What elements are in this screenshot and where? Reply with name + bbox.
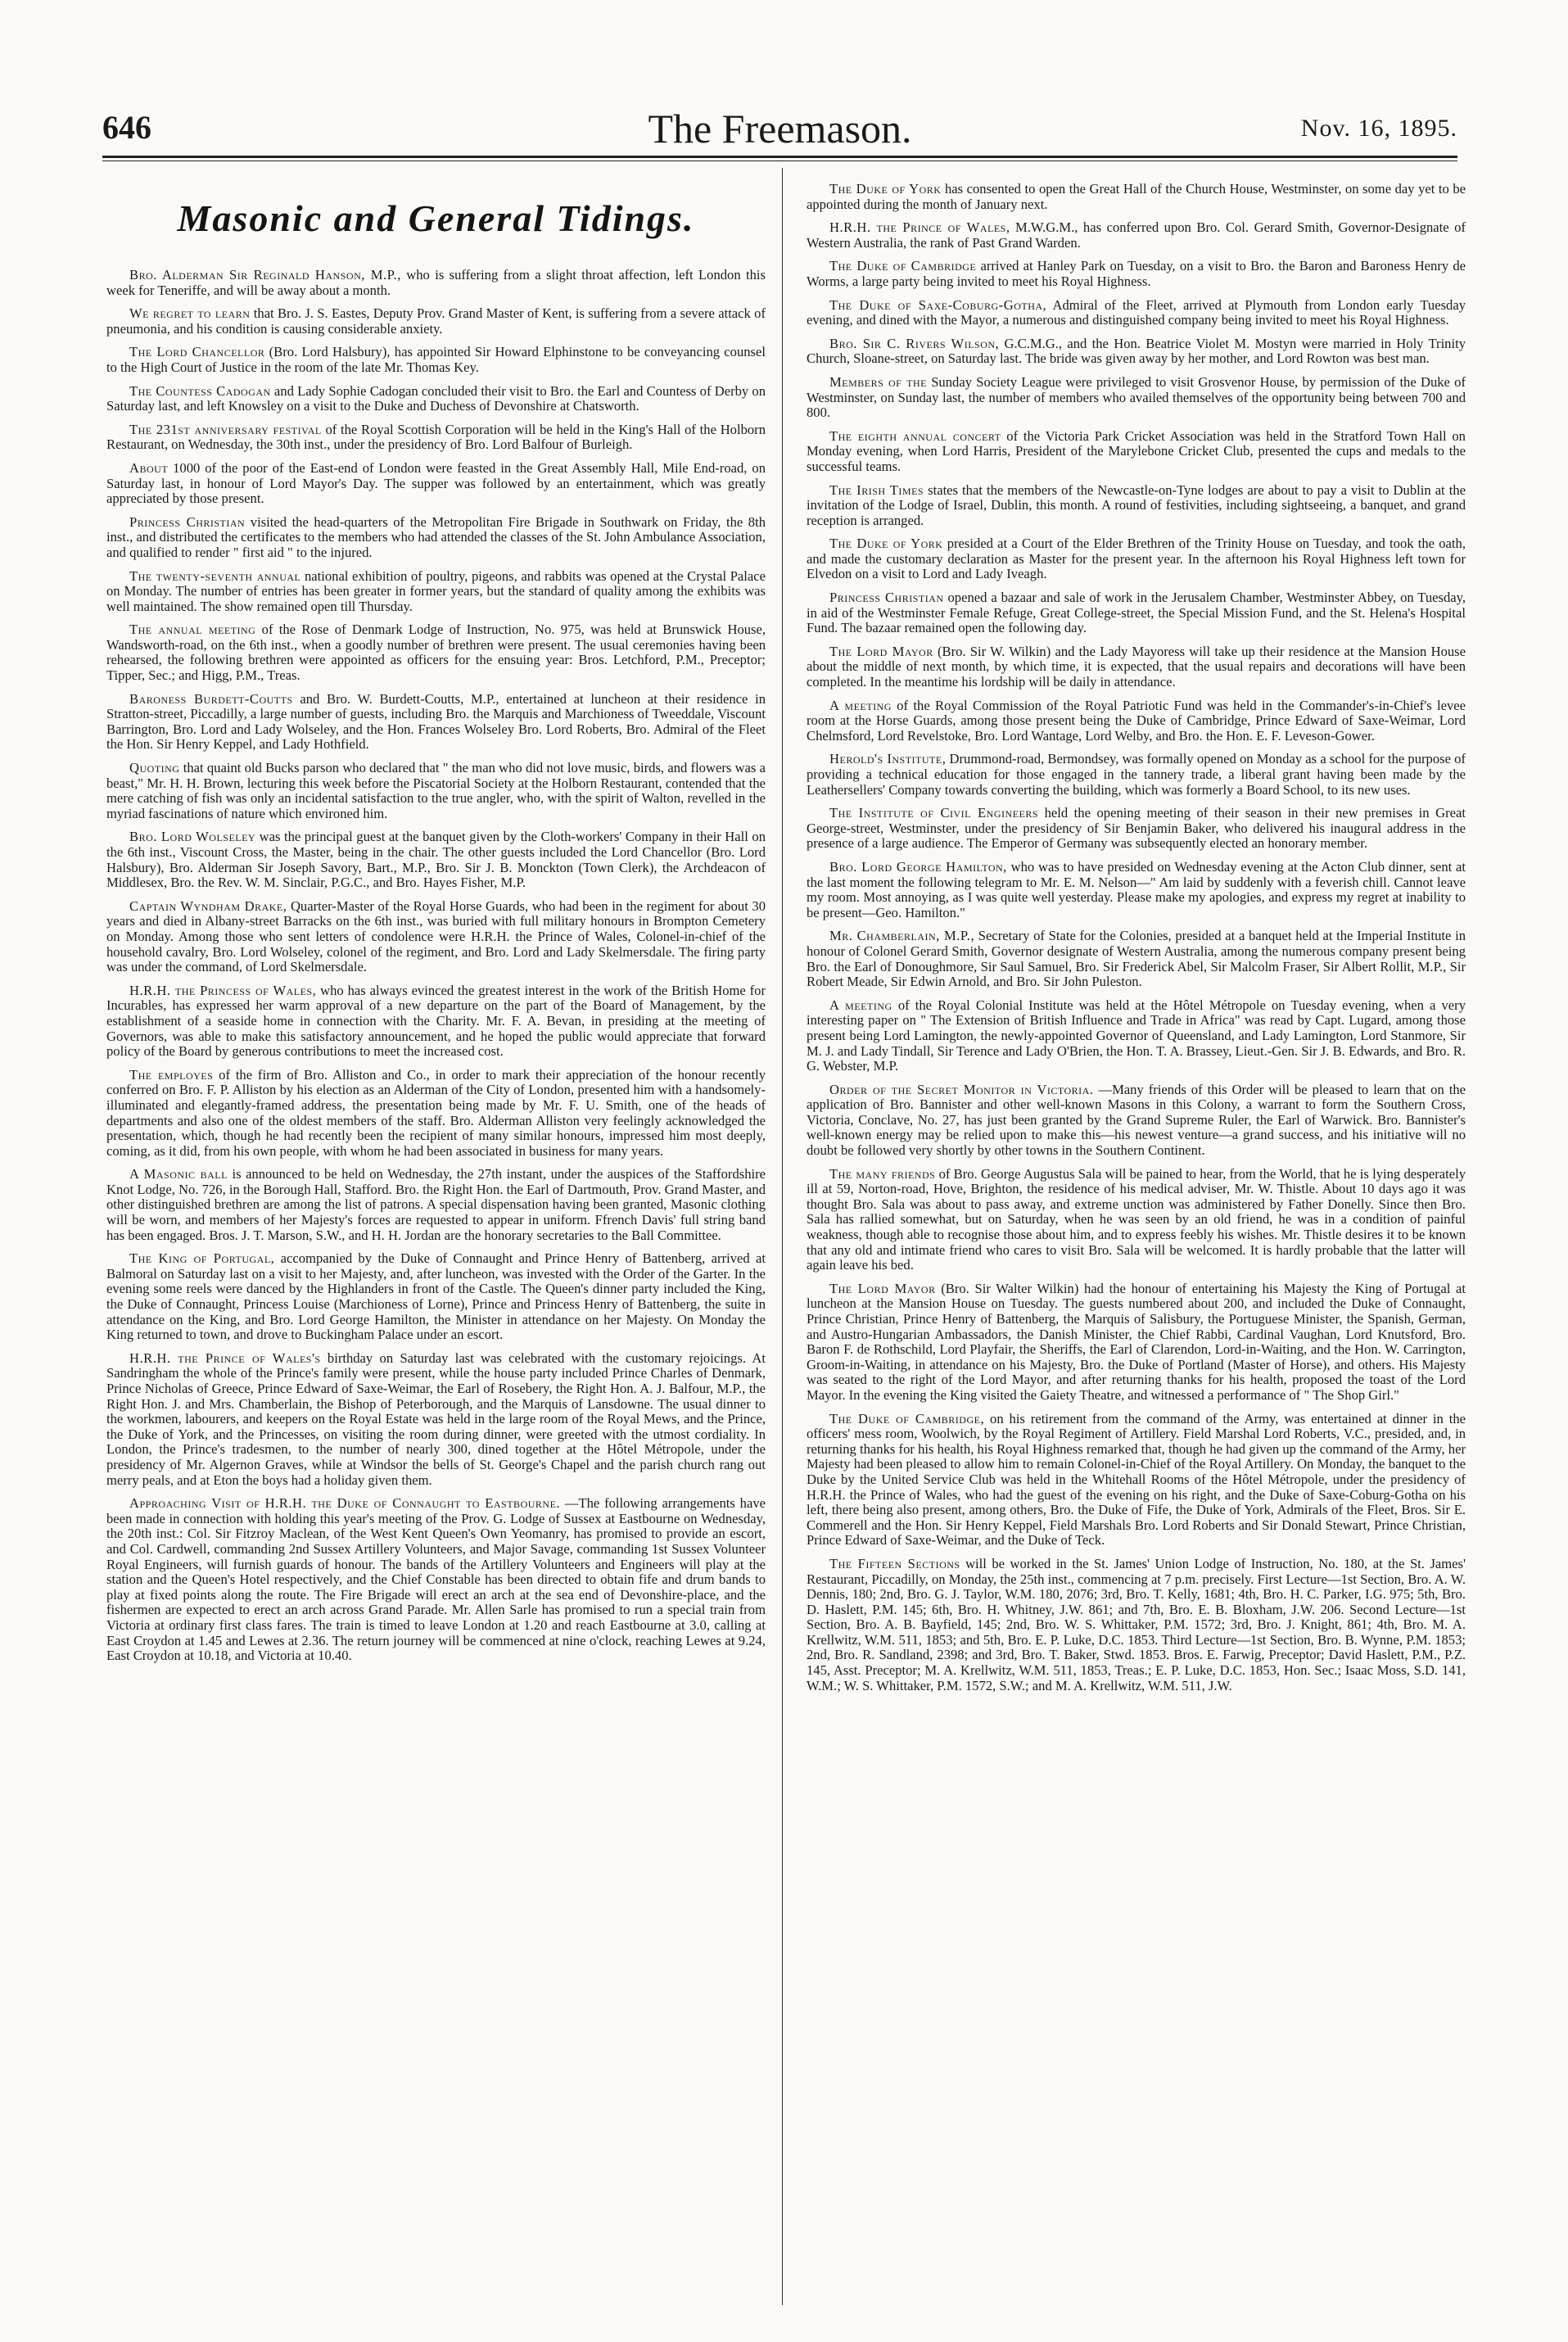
news-paragraph [807,1083,1466,1159]
news-paragraph [106,569,766,615]
paragraph-text: of the firm of Bro. Alliston and Co., in order to mark their appreciation of the honour recently conferred on Bro. F. P. Alliston by his election as an Alderman of the City of London, presented him with a handsomely-illuminated and elegantly-framed address, the presentation being made by Mr. F. U. Smith, one of the heads of departments and also one of the oldest members of the staff. Bro. Alderman Alliston very feelingly acknowledged the presentation, which, though he had recently been the recipient of many similar honours, impressed him most deeply, coming, as it did, from his own people, with whom he had been associated in business for many years. [106,1066,766,1159]
paragraph-lead: The annual meeting [129,622,256,638]
paragraph-text: of the Victoria Park Cricket Association was held in the Stratford Town Hall on Monday evening, when Lord Harris, President of the Marylebone Cricket Club, presented the cups and medals to the successful teams. [807,427,1466,474]
news-paragraph [807,806,1466,852]
news-paragraph [807,298,1466,328]
paragraph-lead: A meeting [829,997,892,1013]
paragraph-text: arrived at Hanley Park on Tuesday, on a visit to Bro. the Baron and Baroness Henry de Worms, a large party being invited to meet his Royal Highness. [807,258,1466,289]
paragraph-text: of the Rose of Denmark Lodge of Instruction, No. 975, was held at Brunswick House, Wandsworth-road, on the 6th inst., when a goodly number of brethren were present. The usual ceremonies having been rehearsed, the following brethren were appointed as officers for the ensuing year: Bros. Letchford, P.M., Preceptor; Tipper, Sec.; and Higg, P.M., Treas. [106,622,766,684]
news-paragraph [106,622,766,683]
paragraph-text: visited the head-quarters of the Metropolitan Fire Brigade in Southwark on Friday, the 8th inst., and distributed the certificates to the members who had attended the classes of the St. John Ambulance Association, and qualified to render " first aid " to the injured. [106,513,766,560]
paragraph-text: and Bro. W. Burdett-Coutts, M.P., entertained at luncheon at their residence in Stratton-street, Piccadilly, a large number of guests, including Bro. the Marquis and Marchioness of Tweeddale, Viscount Barrington, Bro. Lord and Lady Wolseley, and the Hon. Frances Wolseley Bro. Lord Roberts, Bro. Admiral of the Fleet the Hon. Sir Henry Keppel, and Lady Hothfield. [106,690,766,753]
paragraph-text: (Bro. Sir W. Wilkin) and the Lady Mayoress will take up their residence at the Mansion House about the middle of next month, by which time, it is expected, that the usual repairs and decorations will have been completed. In the meantime his lordship will be daily in attendance. [807,643,1466,690]
news-paragraph [807,259,1466,289]
news-paragraph [807,375,1466,421]
paragraph-lead: The Duke of York [829,181,942,197]
paragraph-lead: The Duke of Cambridge [829,258,977,274]
paragraph-text: states that the members of the Newcastle-on-Tyne lodges are about to pay a visit to Dublin at the invitation of the Lodge of Israel, Dublin, this month. A round of festivities, including sightseeing, a banquet, and grand reception is arranged. [807,482,1466,528]
paragraph-text: Secretary of State for the Colonies, presided at a banquet held at the Imperial Institute in honour of Colonel Gerard Smith, Governor designate of Western Australia, among the numerous company present being Bro. the Earl of Donoughmore, Sir Saul Samuel, Bro. Sir Frederick Abel, Sir Malcolm Fraser, Sir Albert Rollit, M.P., Sir Robert Meade, Sir Edwin Arnold, and Bro. Sir John Puleston. [807,928,1466,990]
paragraph-lead: The many friends [829,1165,936,1182]
paragraph-text: of Bro. George Augustus Sala will be pained to hear, from the World, that he is lying desperately ill at 59, Norton-road, Hove, Brighton, the residence of his medical adviser, Mr. W. Thistle. About 10 days ago it was thought Bro. Sala was about to pass away, and extreme unction was administered by Father Donelly. Since then Bro. Sala has rallied somewhat, but on Saturday, when he was seen by an old friend, he was in a condition of painful weakness, though able to recognise those about him, and to express feebly his wishes. Mr. Thistle desires it to be known that any old and intimate friend who cares to visit Bro. Sala will be welcomed. It is hardly probable that the latter will again leave his bed. [807,1165,1466,1273]
news-paragraph [106,515,766,561]
paragraph-text: of the Royal Commission of the Royal Patriotic Fund was held in the Commander's-in-Chief's levee room at the Horse Guards, among those present being the Duke of Cambridge, Prince Edward of Saxe-Weimar, Lord Chelmsford, Lord Revelstoke, Bro. Lord Wantage, Lord Welby, and Bro. the Hon. E. F. Leveson-Gower. [807,697,1466,744]
paragraph-lead: The Countess Cadogan [129,382,271,399]
news-paragraph [807,483,1466,529]
paragraph-text: of the Royal Colonial Institute was held at the Hôtel Métropole on Tuesday evening, when a very interesting paper on " The Extension of British Influence and Trade in Africa" was read by Capt. Lugard, among those present being Lord Lamington, the newly-appointed Governor of Queensland, and Lady Lamington, Lord Stanmore, Sir M. J. and Lady Tindall, Sir Terence and Lady O'Brien, the Hon. T. A. Brassey, Lieut.-Gen. Sir J. B. Edwards, and Bro. R. G. Webster, M.P. [807,997,1466,1074]
right-column [807,182,1466,1702]
section-heading: Masonic and General Tidings. [177,197,695,239]
newspaper-title: The Freemason. [648,106,912,151]
news-paragraph [807,220,1466,251]
paragraph-text: who is suffering from a slight throat affection, left London this week for Teneriffe, and will be away about a month. [106,267,766,298]
paragraph-text: held the opening meeting of their season in their new premises in Great George-street, Westminster, under the presidency of Sir Benjamin Baker, who delivered his inaugural address in the presence of a large audience. The Emperor of Germany was subsequently elected an honorary member. [807,805,1466,852]
paragraph-text: G.C.M.G., and the Hon. Beatrice Violet M. Mostyn were married in Holy Trinity Church, Sloane-street, on Saturday last. The bride was given away by her mother, and Lord Rowton was best man. [807,335,1466,367]
news-paragraph [106,268,766,298]
news-paragraph [807,998,1466,1074]
news-paragraph [807,1167,1466,1273]
news-paragraph [106,1251,766,1343]
news-paragraph [807,644,1466,690]
news-paragraph [807,1282,1466,1404]
paragraph-text: Quarter-Master of the Royal Horse Guards, who had been in the regiment for about 30 years and died in Albany-street Barracks on the 6th inst., was buried with full military honours in Brompton Cemetery on Monday. Among those who sent letters of condolence were H.R.H. the Prince of Wales, Colonel-in-chief of the household cavalry, Bro. Lord Wolseley, colonel of the regiment, and Bro. Lord and Lady Skelmersdale. The firing party was under the command, of Lord Skelmersdale. [106,897,766,975]
news-paragraph [807,536,1466,582]
paragraph-lead: The King of Portugal, [129,1250,275,1267]
news-paragraph [807,1557,1466,1693]
paragraph-lead: Members of the [829,373,927,390]
paragraph-text: —The following arrangements have been made in connection with holding this year's meeting of the Prov. G. Lodge of Sussex at Eastbourne on Wednesday, the 20th inst.: Col. Sir Fitzroy Maclean, of the West Kent Queen's Own Yeomanry, has promised to provide an escort, and Col. Cardwell, commanding 2nd Sussex Artillery Volunteers, and Major Savage, commanding 1st Sussex Volunteer Royal Engineers, will furnish guards of honour. The bands of the Artillery Volunteers and Engineers will play at the station and the Queen's Hotel respectively, and the Chief Constable has been directed to obtain fife and drum bands to play at fixed points along the route. The Fire Brigade will erect an arch at the sea end of Devonshire-place, and the fishermen are expected to erect an arch across Grand Parade. Mr. Allen Sarle has promised to run a special train from Victoria at ordinary first class fares. The train is timed to leave London at 1.20 and reach Eastbourne at 3.0, calling at East Croydon at 1.45 and Lewes at 2.36. The return journey will be commenced at nine o'clock, reaching Lewes at 9.24, East Croydon at 10.18, and Victoria at 10.40. [106,1495,766,1664]
paragraph-text: was the principal guest at the banquet given by the Cloth-workers' Company in their Hall on the 6th inst., Viscount Cross, the Master, being in the chair. The other guests included the Lord Chancellor (Bro. Lord Halsbury), Bro. Alderman Sir Joseph Savory, Bart., M.P., Bro. Sir J. B. Monckton (Town Clerk), the Archdeacon of Middlesex, Bro. the Rev. W. M. Sinclair, P.G.C., and Bro. Hayes Fisher, M.P. [106,829,766,891]
column-divider [782,168,783,2305]
paragraph-lead: A Masonic ball [129,1166,228,1182]
paragraph-text: (Bro. Sir Walter Wilkin) had the honour of entertaining his Majesty the King of Portugal at luncheon at the Mansion House on Tuesday. The guests numbered about 200, and included the Duke of Connaught, Prince Christian, Prince Henry of Battenberg, the Marquis of Salisbury, the Portuguese Minister, the Spanish, German, and Austro-Hungarian Ambassadors, the Danish Minister, the Chief Rabbi, Cardinal Vaughan, Lord Knutsford, Bro. Baron F. de Rothschild, Lord Playfair, the Sheriffs, the Earl of Clarendon, Lord-in-Waiting, and the Hon. W. Carrington, Groom-in-Waiting, in attendance on his Majesty, Bro. the Duke of Portland (Master of Horse), and others. His Majesty was seated to the right of the Lord Mayor, and after returning thanks for his health, proposed the toast of the Lord Mayor. In the evening the King visited the Gaiety Theatre, and witnessed a performance of " The Shop Girl." [807,1280,1466,1403]
news-paragraph [106,1496,766,1664]
paragraph-lead: Approaching Visit of H.R.H. the Duke of Connaught to Eastbourne. [129,1495,561,1512]
news-paragraph [106,1351,766,1488]
paragraph-text: (Bro. Lord Halsbury), has appointed Sir Howard Elphinstone to be conveyancing counsel to the High Court of Justice in the room of the late Mr. Thomas Key. [106,344,766,375]
paragraph-text: M.W.G.M., has conferred upon Bro. Col. Gerard Smith, Governor-Designate of Western Australia, the rank of Past Grand Warden. [807,219,1466,251]
news-paragraph [807,590,1466,636]
paragraph-lead: Princess Christian [829,590,944,606]
paragraph-text: Admiral of the Fleet, arrived at Plymouth from London early Tuesday evening, and dined with the Mayor, a numerous and distinguished company being invited to meet his Royal Highness. [807,296,1466,328]
paragraph-lead: Herold's Institute, [829,751,947,767]
paragraph-lead: H.R.H. the Prince of Wales's [129,1350,321,1366]
paragraph-lead: The Institute of Civil Engineers [829,805,1039,821]
paragraph-lead: The Fifteen Sections [829,1555,960,1571]
news-paragraph [106,423,766,453]
left-column [106,182,766,1672]
paragraph-lead: H.R.H. the Prince of Wales, [829,219,1010,236]
paragraph-text: who has always evinced the greatest interest in the work of the British Home for Incurables, has expressed her warm approval of a new departure on the part of the Board of Management, by the establishment of a seaside home in connection with the Charity. Mr. F. A. Bevan, in presiding at the meeting of Governors, was able to make this satisfactory announcement, and he hoped the public would appreciate that forward policy of the Board by generous contributions to meet the increased cost. [106,982,766,1060]
news-paragraph [106,761,766,821]
paragraph-lead: Quoting [129,760,180,776]
paragraph-lead: The Duke of Cambridge, [829,1410,985,1426]
paragraph-lead: H.R.H. the Princess of Wales, [129,982,317,998]
news-paragraph [106,983,766,1060]
news-paragraph [106,692,766,753]
paragraph-text: will be worked in the St. James' Union Lodge of Instruction, No. 180, at the St. James' Restaurant, Piccadilly, on Monday, the 25th inst., commencing at 7 p.m. precisely. First Lecture—1st Section, Bro. A. W. Dennis, 180; 2nd, Bro. G. J. Taylor, W.M. 180, 2076; 3rd, Bro. T. Kelly, 1681; 4th, Bro. H. C. Parker, I.G. 975; 5th, Bro. D. Haslett, P.M. 145; 6th, Bro. H. Whitney, J.W. 861; and 7th, Bro. E. B. Bloxham, J.W. 206. Second Lecture—1st Section, Bro. A. B. Bayfield, 145; 2nd, Bro. W. S. Whittaker, P.M. 1572; 3rd, Bro. J. Knight, 861; 4th, Bro. M. A. Krellwitz, W.M. 511, 1853; and 5th, Bro. E. P. Luke, D.C. 1853. Third Lecture—1st Section, Bro. B. Wynne, P.M. 1853; 2nd, Bro. R. Sandland, 2398; and 3rd, Bro. T. Baker, Stwd. 1853. Bros. E. Farwig, Preceptor; David Haslett, P.M., P.Z. 145, Asst. Preceptor; M. A. Krellwitz, W.M. 511, 1853, Treas.; E. P. Luke, D.C. 1853, Hon. Sec.; Isaac Moss, S.D. 141, W.M.; W. S. Whittaker, P.M. 1572, S.W.; and M. A. Krellwitz, W.M. 511, J.W. [807,1555,1466,1693]
paragraph-lead: Baroness Burdett-Coutts [129,690,293,707]
news-paragraph [106,345,766,375]
paragraph-lead: The Lord Mayor [829,643,933,659]
news-paragraph [106,1167,766,1243]
paragraph-text: on his retirement from the command of the Army, was entertained at dinner in the officers' mess room, Woolwich, by the Royal Regiment of Artillery. Field Marshal Lord Roberts, V.C., presided, and, in returning thanks for his health, his Royal Highness remarked that, though he had given up the command of the Army, her Majesty had been pleased to allow him to remain Colonel-in-Chief of the Royal Artillery. On Monday, the banquet to the Duke by the United Service Club was held in the Whitehall Rooms of the Hôtel Métropole, under the presidency of H.R.H. the Prince of Wales, who had the guest of the evening on his right, and the Duke of Saxe-Coburg-Gotha on his left, there being also present, among others, Bro. the Duke of Fife, the Duke of York, Admirals of the Fleet, Bros. Sir E. Commerell and the Hon. Sir Henry Keppel, Field Marshals Bro. Lord Roberts and Sir Donald Stewart, Prince Christian, Prince Edward of Saxe-Weimar, and the Duke of Teck. [807,1410,1466,1549]
paragraph-lead: The Irish Times [829,482,924,498]
paragraph-lead: Mr. Chamberlain, M.P., [829,928,975,944]
news-paragraph [106,899,766,975]
paragraph-lead: The eighth annual concert [829,427,1001,444]
paragraph-lead: Bro. Lord George Hamilton, [829,858,1007,875]
news-paragraph [807,1412,1466,1549]
masthead-rule [102,156,1457,158]
paragraph-lead: The twenty-seventh annual [129,567,301,584]
paragraph-text: who was to have presided on Wednesday evening at the Acton Club dinner, sent at the last moment the following telegram to Mr. E. M. Nelson—" Am laid by suddenly with a feverish chill. Cannot leave my room. Most annoying, as I was quite well yesterday. Please make my apologies, and express my regret at inability to be present—Geo. Hamilton." [807,858,1466,920]
paragraph-text: and Lady Sophie Cadogan concluded their visit to Bro. the Earl and Countess of Derby on Saturday last, and left Knowsley on a visit to the Duke and Duchess of Devonshire at Chatsworth. [106,382,766,414]
paragraph-lead: The Lord Chancellor [129,344,265,360]
paragraph-lead: About [129,459,169,476]
paragraph-text: is announced to be held on Wednesday, the 27th instant, under the auspices of the Staffordshire Knot Lodge, No. 726, in the Borough Hall, Stafford. Bro. the Right Hon. the Earl of Dartmouth, Prov. Grand Master, and other distinguished brethren are among the list of patrons. A special dispensation having been granted, Masonic clothing will be worn, and members of her Majesty's forces are requested to appear in uniform. Ffrench Davis' full string band has been engaged. Bros. J. T. Marson, S.W., and H. H. Jordan are the honorary secretaries to the Ball Committee. [106,1166,766,1243]
page-number: 646 [102,109,151,146]
paragraph-text: that quaint old Bucks parson who declared that " the man who did not love music, birds, and flowers was a beast," Mr. H. H. Brown, lecturing this week before the Piscatorial Society at the Holborn Restaurant, contended that the mere catching of fish was only an incidental satisfaction to the true angler, who, with the spirit of Walton, revelled in the myriad fascinations of nature which environed him. [106,760,766,821]
news-paragraph [106,830,766,890]
paragraph-lead: The employes [129,1066,214,1083]
news-paragraph [807,429,1466,475]
news-paragraph [106,306,766,337]
paragraph-text: —Many friends of this Order will be pleased to learn that on the application of Bro. Bannister and other well-known Masons in this Colony, a warrant to form the Southern Cross, Victoria, Conclave, No. 27, has just been granted by the Grand Supreme Ruler, the Earl of Warwick. Bro. Bannister's well-known energy may be relied upon to make this—his newest venture—a grand success, and his initiative will no doubt be followed very shortly by other towns in the Southern Continent. [807,1081,1466,1159]
paragraph-text: has consented to open the Great Hall of the Church House, Westminster, on some day yet to be appointed during the month of January next. [807,181,1466,212]
news-paragraph [807,860,1466,920]
paragraph-lead: Captain Wyndham Drake, [129,897,287,914]
masthead [102,105,1457,152]
news-paragraph [807,182,1466,212]
paragraph-text: that Bro. J. S. Eastes, Deputy Prov. Grand Master of Kent, is suffering from a severe attack of pneumonia, and his condition is causing considerable anxiety. [106,305,766,337]
paragraph-lead: The Lord Mayor [829,1280,936,1296]
issue-date: Nov. 16, 1895. [1300,115,1457,142]
news-paragraph [106,1068,766,1160]
news-paragraph [106,384,766,414]
paragraph-lead: Bro. Alderman Sir Reginald Hanson, M.P., [129,267,401,283]
paragraph-text: opened a bazaar and sale of work in the Jerusalem Chamber, Westminster Abbey, on Tuesday, in aid of the Westminster Female Refuge, Great College-street, the Special Mission Fund, and the St. Helena's Hospital Fund. The bazaar remained open the following day. [807,590,1466,636]
paragraph-text: of the Royal Scottish Corporation will be held in the King's Hall of the Holborn Restaurant, on Wednesday, the 30th inst., under the presidency of Bro. Lord Balfour of Burleigh. [106,421,766,453]
paragraph-lead: A meeting [829,697,892,713]
news-paragraph [106,461,766,507]
paragraph-lead: Bro. Lord Wolseley [129,829,256,845]
paragraph-lead: The 231st anniversary festival [129,421,322,437]
paragraph-text: Drummond-road, Bermondsey, was formally opened on Monday as a school for the purpose of providing a technical education for those engaged in the tannery trade, a liberal grant having been made by the Leathersellers' Company towards converting the building, which was formerly a Board School, to its new uses. [807,751,1466,798]
paragraph-text: Sunday Society League were privileged to visit Grosvenor House, by permission of the Duke of Westminster, on Sunday last, the number of members who availed themselves of the opportunity being between 700 and 800. [807,373,1466,421]
paragraph-lead: The Duke of York [829,536,943,552]
paragraph-lead: Princess Christian [129,513,246,530]
paragraph-text: 1000 of the poor of the East-end of London were feasted in the Great Assembly Hall, Mile End-road, on Saturday last, in honour of Lord Mayor's Day. The supper was followed by an entertainment, which was greatly appreciated by those present. [106,459,766,507]
news-paragraph [807,699,1466,744]
paragraph-text: presided at a Court of the Elder Brethren of the Trinity House on Tuesday, and took the oath, and made the customary declaration as Master for the present year. In the afternoon his Royal Highness left town for Elvedon on a visit to Lord and Lady Iveagh. [807,536,1466,582]
paragraph-text: birthday on Saturday last was celebrated with the customary rejoicings. At Sandringham the whole of the Prince's family were present, while the house party included Prince Charles of Denmark, Prince Nicholas of Greece, Prince Edward of Saxe-Weimar, the Earl of Rosebery, the Right Hon. A. J. Balfour, M.P., the Right Hon. J. and Mrs. Chamberlain, the Bishop of Peterborough, and the Marquis of Lansdowne. The usual dinner to the workmen, labourers, and keepers on the Royal Estate was held in the large room of the Royal Mews, and the Prince, the Duke of York, and the Princesses, on visiting the room during dinner, were greeted with the utmost cordiality. In London, the Prince's tradesmen, to the number of nearly 300, dined together at the Hôtel Métropole, under the presidency of Mr. Algernon Graves, while at Windsor the bells of St. George's Chapel and the parish church rang out merry peals, and at Eton the boys had a holiday given them. [106,1350,766,1488]
paragraph-text: accompanied by the Duke of Connaught and Prince Henry of Battenberg, arrived at Balmoral on Saturday last on a visit to her Majesty, and, after luncheon, was invested with the Order of the Garter. In the evening some reels were danced by the Highlanders in front of the Castle. The Queen's dinner party included the King, the Duke of Connaught, Princess Louise (Marchioness of Lorne), Prince and Princess Henry of Battenberg, the suite in attendance on the King, and Bro. Lord George Hamilton, the Minister in attendance on her Majesty. On Monday the King returned to town, and drove to Buckingham Palace under an escort. [106,1250,766,1343]
news-paragraph [807,752,1466,798]
paragraph-text: national exhibition of poultry, pigeons, and rabbits was opened at the Crystal Palace on Monday. The number of entries has been greater in former years, but the standard of quality among the exhibits was well maintained. The show remained open till Thursday. [106,567,766,614]
paragraph-lead: The Duke of Saxe-Coburg-Gotha, [829,296,1047,313]
paragraph-lead: Order of the Secret Monitor in Victoria. [829,1081,1094,1097]
paragraph-lead: We regret to learn [129,305,251,322]
paragraph-lead: Bro. Sir C. Rivers Wilson, [829,335,1000,351]
news-paragraph [807,929,1466,989]
news-paragraph [807,337,1466,367]
